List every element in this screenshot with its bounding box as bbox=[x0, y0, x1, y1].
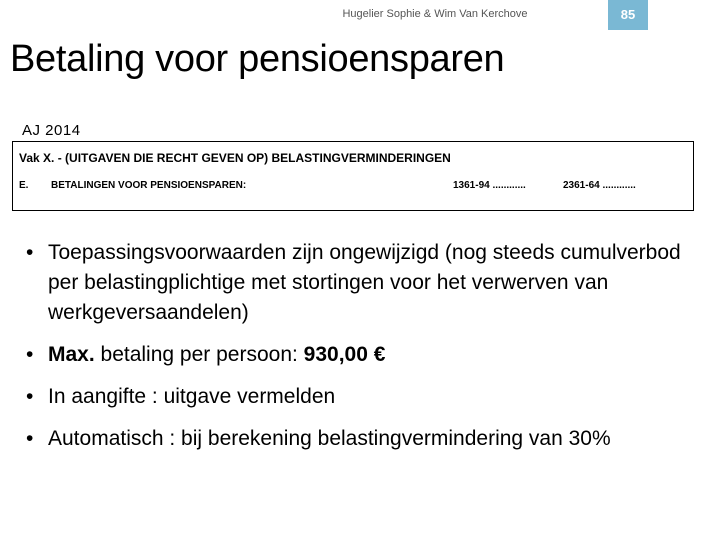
tax-form-excerpt bbox=[12, 141, 694, 211]
bullet-text: betaling per persoon: bbox=[94, 343, 304, 366]
form-field-2361-64: 2361-64 ............ bbox=[563, 180, 636, 191]
form-item-label: BETALINGEN VOOR PENSIOENSPAREN: bbox=[51, 180, 247, 191]
form-field-1361-94: 1361-94 ............ bbox=[453, 180, 526, 191]
bullet-text-bold-amount: 930,00 € bbox=[303, 343, 386, 366]
form-year: AJ 2014 bbox=[22, 122, 81, 139]
bullet-text: In aangifte : uitgave vermelden bbox=[48, 385, 336, 408]
bullet-item bbox=[22, 340, 702, 370]
form-item-code: E. bbox=[19, 180, 29, 191]
bullet-text: Automatisch : bij berekening belastingvermindering van 30% bbox=[48, 427, 611, 450]
bullet-icon: • bbox=[26, 343, 34, 366]
header-author: Hugelier Sophie & Wim Van Kerchove bbox=[342, 8, 528, 20]
slide-title: Betaling voor pensioensparen bbox=[10, 38, 505, 80]
bullet-icon: • bbox=[26, 385, 34, 408]
bullet-icon: • bbox=[26, 427, 34, 450]
form-section-title: Vak X. - (UITGAVEN DIE RECHT GEVEN OP) BELASTINGVERMINDERINGEN bbox=[19, 151, 451, 165]
slide-header bbox=[0, 0, 720, 30]
page-number: 85 bbox=[608, 0, 648, 30]
bullet-list bbox=[22, 238, 702, 466]
bullet-item bbox=[22, 424, 702, 454]
bullet-text: Toepassingsvoorwaarden zijn ongewijzigd (nog steeds cumulverbod per belastingplichtige met stortingen voor het verwerven van werkgeversaandelen) bbox=[48, 241, 681, 324]
bullet-item bbox=[22, 238, 702, 328]
bullet-text-bold-prefix: Max. bbox=[48, 343, 95, 366]
bullet-item bbox=[22, 382, 702, 412]
bullet-icon: • bbox=[26, 241, 34, 264]
